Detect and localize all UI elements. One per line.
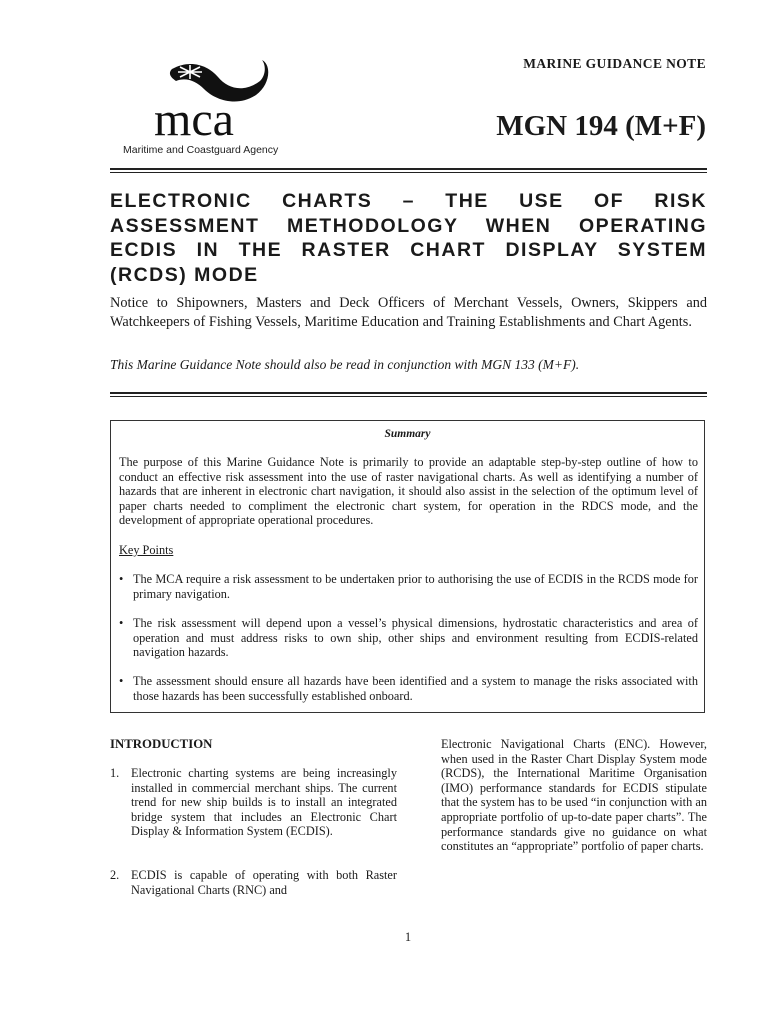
mca-logo [120, 55, 320, 160]
key-point-text: The assessment should ensure all hazards have been identified and a system to manage the risks associated with those hazards has been successfully established onboard. [133, 674, 698, 703]
section-rule [110, 392, 707, 394]
key-point-text: The risk assessment will depend upon a vessel’s physical dimensions, hydrostatic characteristics and area of operation and must address risks to own ship, other ships and environment resulting from ECDIS-related navigation hazards. [133, 616, 698, 660]
key-point-item [119, 674, 698, 703]
key-point-item [119, 616, 698, 660]
paragraph-continuation: Electronic Navigational Charts (ENC). However, when used in the Raster Chart Display System mode (RCDS), the International Maritime Organisation (IMO) performance standards for ECDIS stipulate that the system has to be used “in conjunction with an appropriate portfolio of up-to-date paper charts”. The performance standards give no guidance on what constitutes an “appropriate” portfolio of paper charts. [441, 737, 707, 854]
logo-organisation-name: Maritime and Coastguard Agency [123, 144, 279, 156]
paragraph-number: 1. [110, 766, 120, 780]
summary-heading: Summary [384, 428, 431, 440]
logo-wordmark: mca [154, 93, 234, 145]
notice-audience: Notice to Shipowners, Masters and Deck Officers of Merchant Vessels, Owners, Skippers and Watchkeepers of Fishing Vessels, Maritime Education and Training Establishments and Chart Agents. [110, 295, 707, 330]
header-rule [110, 168, 707, 170]
header-rule-thin [110, 172, 707, 173]
key-point-item [119, 572, 698, 601]
bullet-icon: • [119, 674, 124, 688]
page-title: ELECTRONIC CHARTS – THE USE OF RISK ASSESSMENT METHODOLOGY WHEN OPERATING ECDIS IN THE RASTER CHART DISPLAY SYSTEM (RCDS) MODE [110, 190, 707, 286]
summary-text: The purpose of this Marine Guidance Note is primarily to provide an adaptable step-by-step outline of how to conduct an effective risk assessment into the use of raster navigational charts. As well as identifying a number of hazards that are inherent in electronic chart navigation, it should also assist in the selection of the optimum level of paper charts needed to compliment the electronic chart system, for operation in the RDCS mode, and the development of appropriate operational procedures. [119, 455, 698, 528]
bullet-icon: • [119, 616, 124, 630]
paragraph-number: 2. [110, 868, 120, 882]
document-series: MARINE GUIDANCE NOTE [523, 56, 706, 71]
paragraph-text: Electronic charting systems are being increasingly installed in commercial merchant ships. The current trend for new ship builds is to install an integrated bridge system that includes an Electronic Chart Display & Information System (ECDIS). [131, 766, 397, 839]
mca-logo-emblem [120, 55, 320, 145]
numbered-paragraph [110, 766, 397, 839]
summary-box [110, 420, 705, 713]
numbered-paragraph [110, 868, 397, 897]
key-point-text: The MCA require a risk assessment to be undertaken prior to authorising the use of ECDIS in the RCDS mode for primary navigation. [133, 572, 698, 601]
bullet-icon: • [119, 572, 124, 586]
document-number: MGN 194 (M+F) [496, 110, 706, 142]
key-points-heading: Key Points [119, 543, 174, 557]
paragraph-text: ECDIS is capable of operating with both Raster Navigational Charts (RNC) and [131, 868, 397, 897]
page-number: 1 [404, 930, 412, 944]
section-rule-thin [110, 396, 707, 397]
read-in-conjunction-note: This Marine Guidance Note should also be read in conjunction with MGN 133 (M+F). [110, 357, 580, 372]
introduction-heading: INTRODUCTION [110, 737, 213, 751]
